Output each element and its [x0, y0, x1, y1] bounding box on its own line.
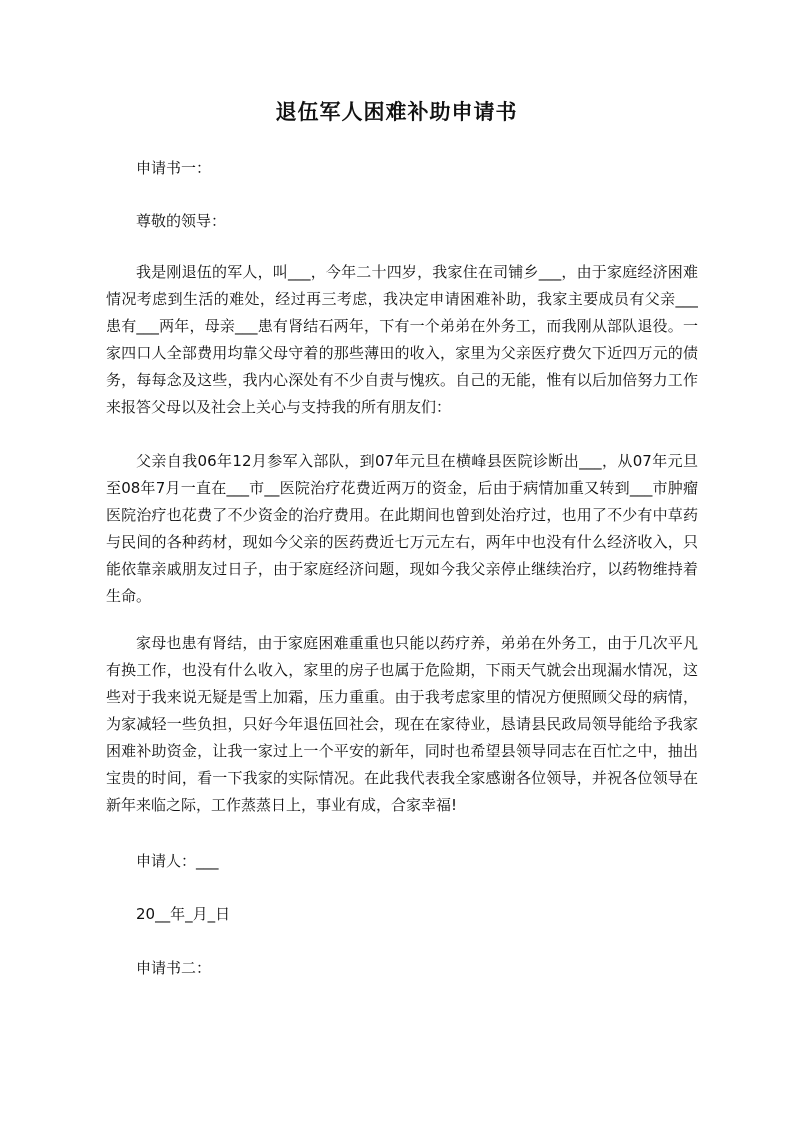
- paragraph-2: 父亲自我06年12月参军入部队，到07年元旦在横峰县医院诊断出___，从07年元旦至08年7月一直在___市__医院治疗花费近两万的资金，后由于病情加重又转到___市肿瘤医院治疗也花费了不少资金的治疗费用。在此期间也曾到处治疗过，也用了不少有中草药与民间的各种药材，现如今父亲的医药费近七万元左右，两年中也没有什么经济收入，只能依靠亲戚朋友过日子，由于家庭经济问题，现如今我父亲停止继续治疗，以药物维持着生命。: [106, 452, 698, 605]
- section-heading-2: 申请书二：: [136, 959, 212, 977]
- section-heading-1: 申请书一：: [136, 159, 212, 177]
- document-title: 退伍军人困难补助申请书: [275, 100, 518, 124]
- applicant-line: 申请人：___: [136, 852, 219, 870]
- salutation: 尊敬的领导：: [136, 212, 227, 230]
- paragraph-1: 我是刚退伍的军人，叫___，今年二十四岁，我家住在司铺乡___，由于家庭经济困难情况考虑到生活的难处，经过再三考虑，我决定申请困难补助，我家主要成员有父亲___患有___两年，母亲___患有肾结石两年，下有一个弟弟在外务工，而我刚从部队退役。一家四口人全部费用均靠父母守着的那些薄田的收入，家里为父亲医疗费欠下近四万元的债务，每每念及这些，我内心深处有不少自责与愧疚。自己的无能，惟有以后加倍努力工作来报答父母以及社会上关心与支持我的所有朋友们：: [106, 263, 698, 416]
- paragraph-3: 家母也患有肾结，由于家庭困难重重也只能以药疗养，弟弟在外务工，由于几次平凡有换工作，也没有什么收入，家里的房子也属于危险期，下雨天气就会出现漏水情况，这些对于我来说无疑是雪上加霜，压力重重。由于我考虑家里的情况方便照顾父母的病情，为家减轻一些负担，只好今年退伍回社会，现在在家待业，恳请县民政局领导能给予我家困难补助资金，让我一家过上一个平安的新年，同时也希望县领导同志在百忙之中，抽出宝贵的时间，看一下我家的实际情况。在此我代表我全家感谢各位领导，并祝各位领导在新年来临之际，工作蒸蒸日上，事业有成，合家幸福!: [106, 634, 698, 814]
- date-line: 20__年_月_日: [136, 905, 231, 923]
